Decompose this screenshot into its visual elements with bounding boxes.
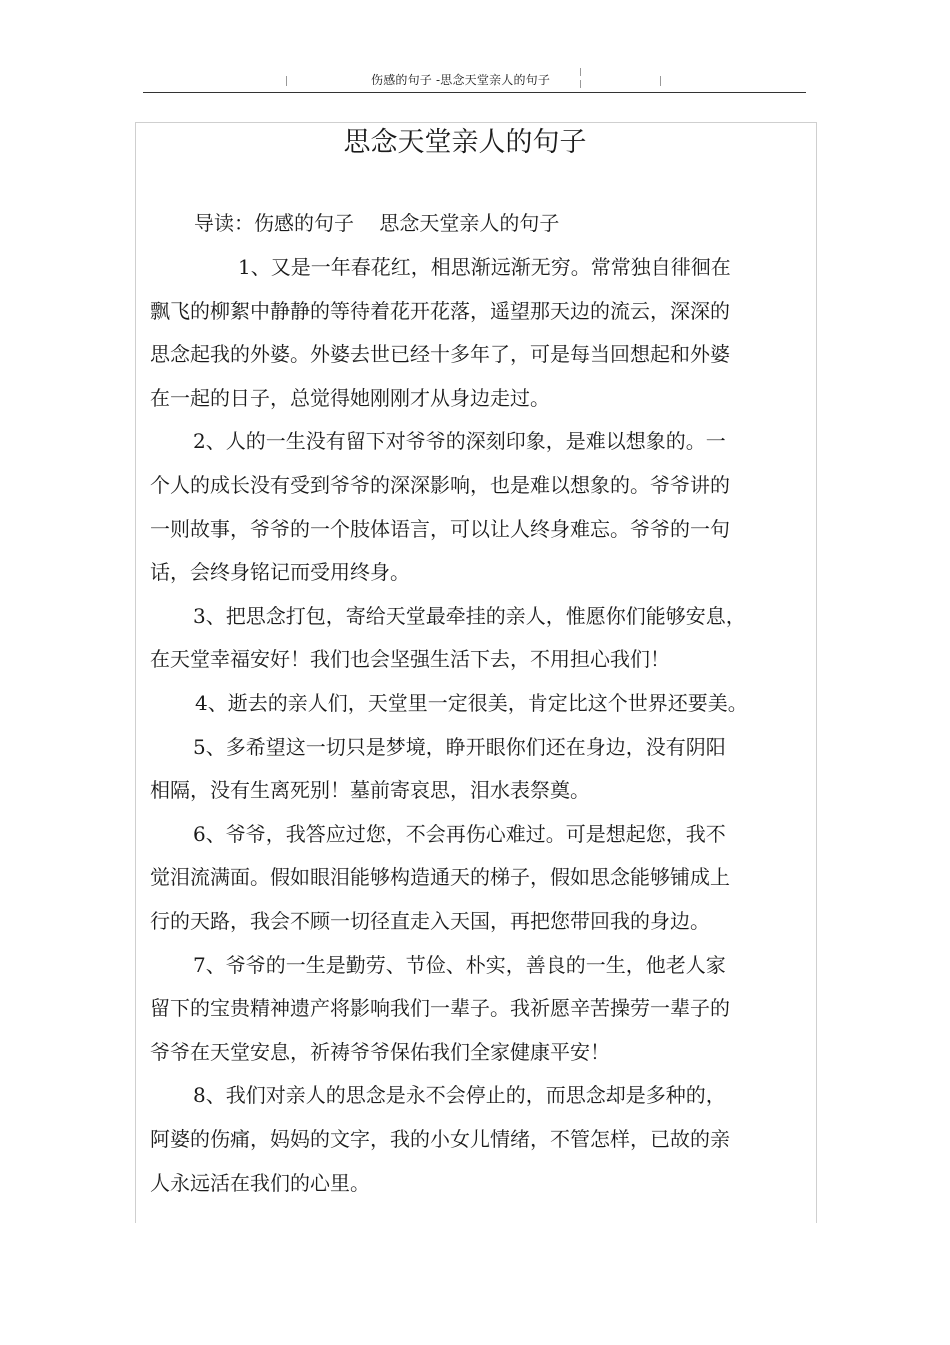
running-header-text: 伤感的句子 -思念天堂亲人的句子 bbox=[371, 73, 551, 87]
paragraph-first-line: 5、多希望这一切只是梦境，睁开眼你们还在身边，没有阴阳 bbox=[193, 735, 726, 759]
header-tick-mark bbox=[286, 76, 287, 86]
paragraph-first-line: 1、又是一年春花红，相思渐远渐无穷。常常独自徘徊在 bbox=[238, 255, 731, 279]
paragraph-line: 飘飞的柳絮中静静的等待着花开花落，遥望那天边的流云，深深的 bbox=[150, 299, 730, 323]
paragraph-line: 爷爷在天堂安息，祈祷爷爷保佑我们全家健康平安！ bbox=[150, 1040, 610, 1064]
paragraph-line: 人永远活在我们的心里。 bbox=[150, 1171, 370, 1195]
header-tick-mark bbox=[580, 80, 581, 88]
header-tick-mark bbox=[580, 68, 581, 76]
paragraph-first-line: 6、爷爷，我答应过您，不会再伤心难过。可是想起您，我不 bbox=[193, 822, 726, 846]
paragraph-line: 一则故事，爷爷的一个肢体语言，可以让人终身难忘。爷爷的一句 bbox=[150, 517, 730, 541]
paragraph-first-line: 7、爷爷的一生是勤劳、节俭、朴实，善良的一生，他老人家 bbox=[193, 953, 726, 977]
paragraph-line: 个人的成长没有受到爷爷的深深影响，也是难以想象的。爷爷讲的 bbox=[150, 473, 730, 497]
paragraph-first-line: 8、我们对亲人的思念是永不会停止的，而思念却是多种的， bbox=[193, 1083, 726, 1107]
running-header bbox=[143, 66, 806, 93]
paragraph-first-line: 4、逝去的亲人们，天堂里一定很美，肯定比这个世界还要美。 bbox=[195, 691, 748, 715]
paragraph-line: 阿婆的伤痛，妈妈的文字，我的小女儿情绪，不管怎样，已故的亲 bbox=[150, 1127, 730, 1151]
paragraph-line: 留下的宝贵精神遗产将影响我们一辈子。我祈愿辛苦操劳一辈子的 bbox=[150, 996, 730, 1020]
paragraph-first-line: 3、把思念打包，寄给天堂最牵挂的亲人，惟愿你们能够安息， bbox=[193, 604, 746, 628]
paragraph-line: 相隔，没有生离死别！墓前寄哀思，泪水表祭奠。 bbox=[150, 778, 590, 802]
paragraph-line: 行的天路，我会不顾一切径直走入天国，再把您带回我的身边。 bbox=[150, 909, 710, 933]
paragraph-first-line: 2、人的一生没有留下对爷爷的深刻印象，是难以想象的。一 bbox=[193, 429, 726, 453]
paragraph-line: 在一起的日子，总觉得她刚刚才从身边走过。 bbox=[150, 386, 550, 410]
paragraph-line: 话，会终身铭记而受用终身。 bbox=[150, 560, 410, 584]
header-tick-mark bbox=[660, 76, 661, 86]
paragraph-line: 思念起我的外婆。外婆去世已经十多年了，可是每当回想起和外婆 bbox=[150, 342, 730, 366]
intro-line: 导读：伤感的句子 思念天堂亲人的句子 bbox=[194, 211, 560, 235]
paragraph-line: 觉泪流满面。假如眼泪能够构造通天的梯子，假如思念能够铺成上 bbox=[150, 865, 730, 889]
page-title: 思念天堂亲人的句子 bbox=[343, 127, 587, 158]
paragraph-line: 在天堂幸福安好！我们也会坚强生活下去，不用担心我们！ bbox=[150, 647, 670, 671]
